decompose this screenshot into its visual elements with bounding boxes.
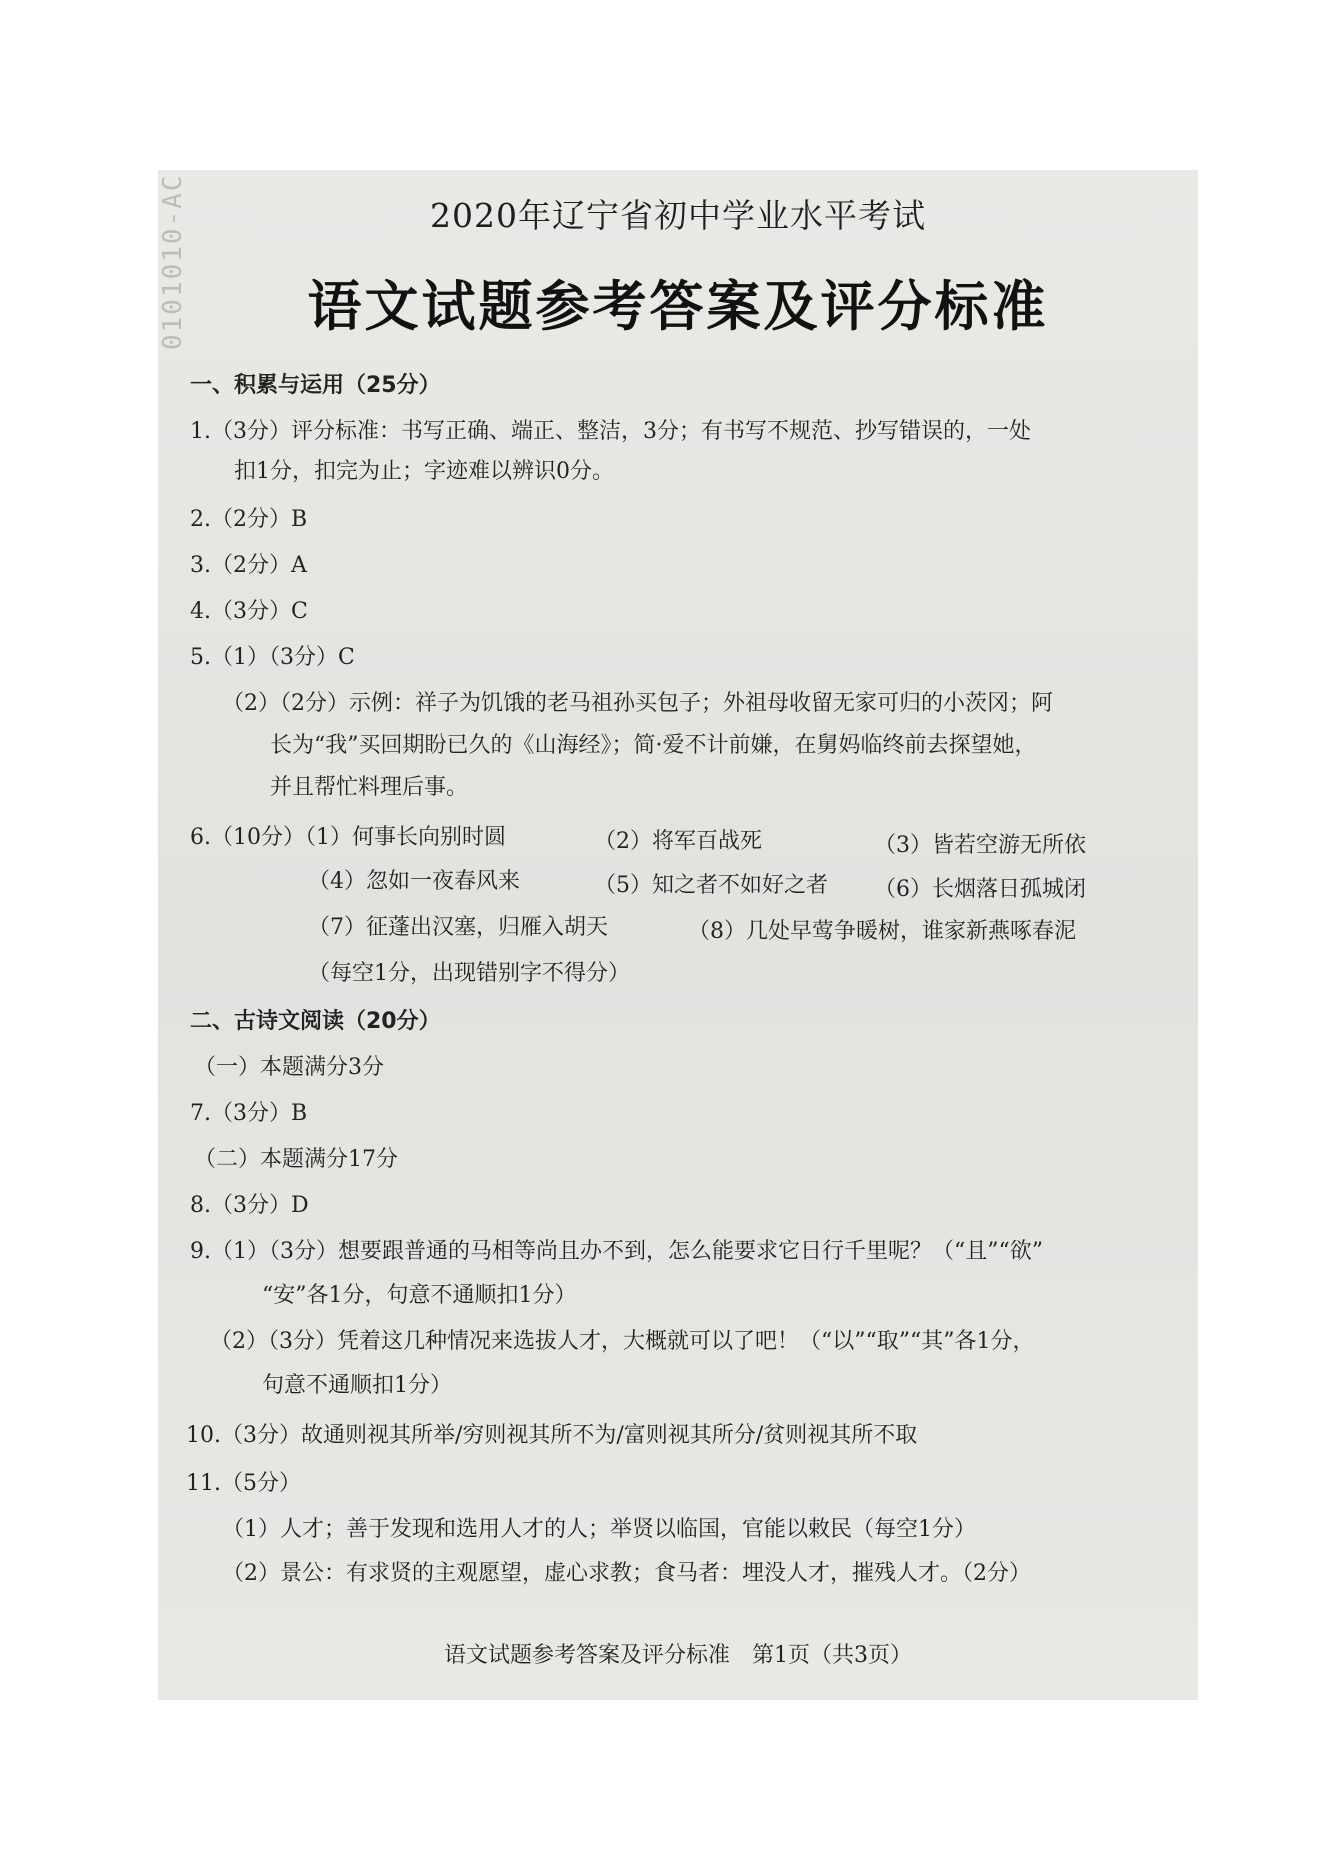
answer-line: 10.（3分）故通则视其所举/穷则视其所不为/富则视其所分/贫则视其所不取 bbox=[186, 1423, 918, 1448]
answer-line: 7.（3分）B bbox=[190, 1101, 308, 1126]
document-title: 语文试题参考答案及评分标准 bbox=[307, 274, 1049, 338]
answer-line: 句意不通顺扣1分） bbox=[262, 1373, 452, 1398]
answer-line: （2）将军百战死 bbox=[594, 829, 762, 854]
side-stamp: 0101010-AC bbox=[158, 173, 188, 350]
answer-line: （7）征蓬出汉塞，归雁入胡天 bbox=[308, 915, 608, 940]
answer-line: （2）景公：有求贤的主观愿望，虚心求教；食马者：埋没人才，摧残人才。（2分） bbox=[222, 1561, 1031, 1586]
answer-line: 长为“我”买回期盼已久的《山海经》；简·爱不计前嫌，在舅妈临终前去探望她， bbox=[270, 733, 1037, 758]
answer-line: （8）几处早莺争暖树，谁家新燕啄春泥 bbox=[688, 919, 1076, 944]
answer-line: （5）知之者不如好之者 bbox=[594, 873, 828, 898]
answer-line: 3.（2分）A bbox=[190, 553, 307, 578]
answer-sheet bbox=[158, 170, 1198, 1700]
answer-line: （二）本题满分17分 bbox=[194, 1147, 398, 1172]
answer-line: （每空1分，出现错别字不得分） bbox=[308, 961, 630, 986]
answer-line: （3）皆若空游无所依 bbox=[874, 833, 1086, 858]
answer-line: “安”各1分，句意不通顺扣1分） bbox=[262, 1283, 577, 1308]
answer-line: 5.（1）（3分）C bbox=[190, 645, 355, 670]
answer-line: 6.（10分）（1）何事长向别时圆 bbox=[190, 825, 506, 850]
answer-line: （2）（3分）凭着这几种情况来选拔人才，大概就可以了吧！（“以”“取”“其”各1分， bbox=[210, 1329, 1035, 1354]
answer-line: （2）（2分）示例：祥子为饥饿的老马祖孙买包子；外祖母收留无家可归的小茨冈；阿 bbox=[222, 691, 1053, 716]
page-footer: 语文试题参考答案及评分标准 第1页（共3页） bbox=[444, 1643, 912, 1668]
answer-line: 9.（1）（3分）想要跟普通的马相等尚且办不到，怎么能要求它日行千里呢？（“且”“欲” bbox=[190, 1239, 1043, 1264]
answer-line: （6）长烟落日孤城闭 bbox=[874, 877, 1086, 902]
answer-line: 4.（3分）C bbox=[190, 599, 308, 624]
answer-line: （4）忽如一夜春风来 bbox=[308, 869, 520, 894]
section-heading: 二、古诗文阅读（20分） bbox=[190, 1009, 441, 1034]
exam-title: 2020年辽宁省初中学业水平考试 bbox=[430, 196, 926, 235]
answer-line: 扣1分，扣完为止；字迹难以辨识0分。 bbox=[234, 459, 614, 484]
answer-line: 1.（3分）评分标准：书写正确、端正、整洁，3分；有书写不规范、抄写错误的，一处 bbox=[190, 419, 1031, 444]
answer-line: 8.（3分）D bbox=[190, 1193, 309, 1218]
answer-line: （一）本题满分3分 bbox=[194, 1055, 384, 1080]
answer-line: 2.（2分）B bbox=[190, 507, 308, 532]
answer-line: （1）人才；善于发现和选用人才的人；举贤以临国，官能以敕民（每空1分） bbox=[222, 1517, 976, 1542]
answer-line: 11.（5分） bbox=[186, 1471, 301, 1496]
answer-line: 并且帮忙料理后事。 bbox=[270, 775, 469, 800]
section-heading: 一、积累与运用（25分） bbox=[190, 373, 441, 398]
